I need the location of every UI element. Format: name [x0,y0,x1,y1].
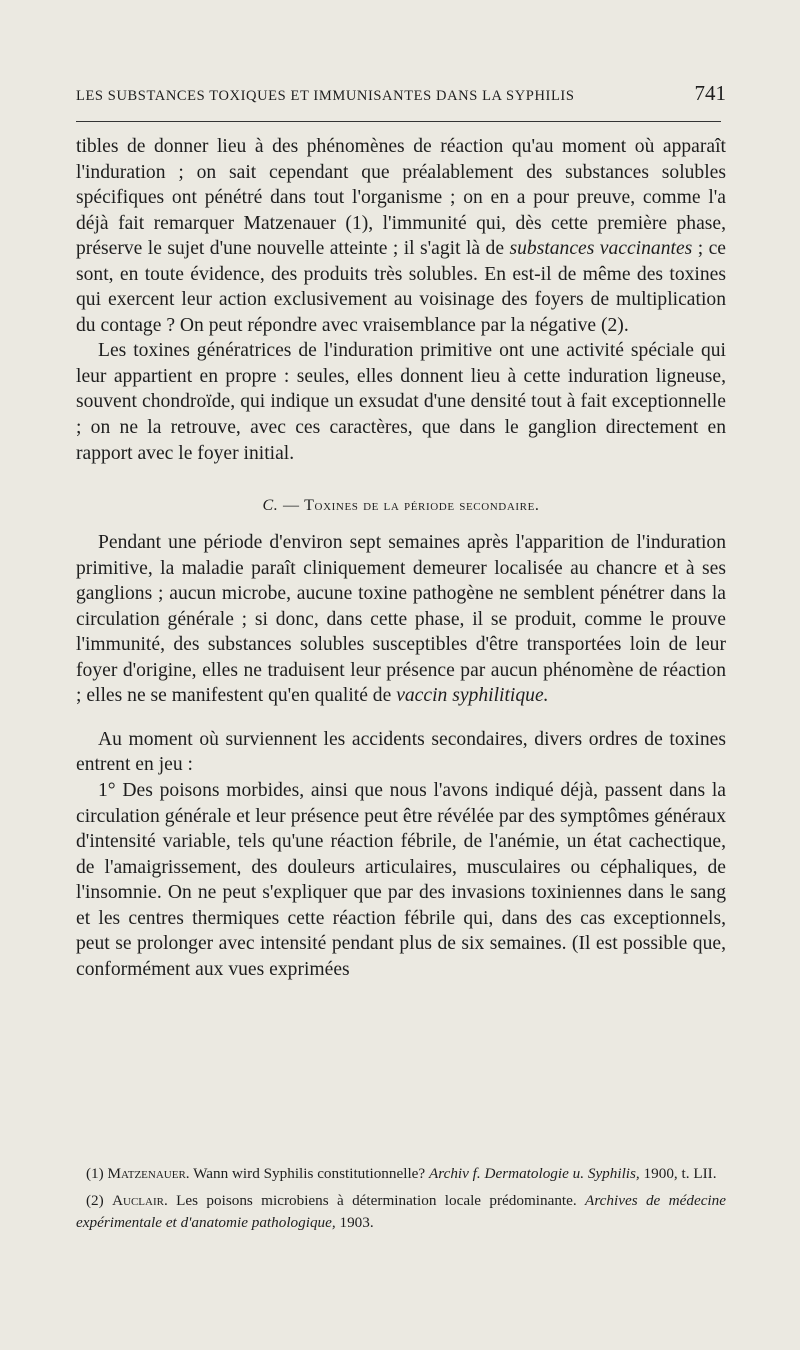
section-heading: C. — Toxines de la période secondaire. [262,497,540,515]
running-title: LES SUBSTANCES TOXIQUES ET IMMUNISANTES DANS LA SYPHILIS [76,88,575,104]
paragraph-2: Les toxines génératrices de l'induration primitive ont une activité spéciale qui leur appartient en propre : seules, elles donnent lieu à cette induration ligneuse, souvent chondroïde, qui indique un exsudat d'une densité tout à fait exceptionnelle ; on ne la retrouve, avec ces caractères, que dans le ganglion directement en rapport avec le foyer initial. [76,340,726,464]
main-text [76,134,726,982]
footnote-2: (2) Auclair. Les poisons microbiens à détermination locale prédominante. Archives de médecine expérimentale et d'anatomie pathologique, 1903. [76,1191,726,1231]
running-head [76,80,726,110]
paragraph-5: 1° Des poisons morbides, ainsi que nous l'avons indiqué déjà, passent dans la circulation générale et leur présence peut être révélée par des symptômes généraux d'intensité variable, tels qu'une réaction fébrile, de l'anémie, un état cachectique, de l'amaigrissement, des douleurs articulaires, musculaires ou céphaliques, de l'insomnie. On ne peut s'expliquer que par des invasions toxiniennes dans le sang et les centres thermiques cette réaction fébrile qui, dans des cas exceptionnels, peut se prolonger avec intensité pendant plus de six semaines. (Il est possible que, conformément aux vues exprimées [76,780,726,980]
emphasis-vaccin-syphilitique: vaccin syphilitique. [396,685,549,707]
footnotes [76,1163,726,1239]
paragraph-3: Pendant une période d'environ sept semaines après l'apparition de l'induration primitive, la maladie paraît cliniquement demeurer localisée au chancre et à ses ganglions ; aucun microbe, aucune toxine pathogène ne semblent pénétrer dans la circulation générale ; si donc, dans cette phase, il se produit, comme le prouve l'immunité, des substances solubles susceptibles d'être transportées loin de leur foyer d'origine, elles ne traduisent leur présence par aucun phénomène de réaction ; elles ne se manifestent qu'en qualité de vaccin syphilitique. [76,532,726,707]
footnote-1: (1) Matzenauer. Wann wird Syphilis constitutionnelle? Archiv f. Dermatologie u. Syphilis, 1900, t. LII. [86,1165,717,1182]
header-rule [76,121,721,122]
paragraph-4: Au moment où surviennent les accidents secondaires, divers ordres de toxines entrent en jeu : [76,728,726,776]
footnote-author: Matzenauer. [107,1165,190,1182]
page-number: 741 [694,81,726,105]
footnote-author: Auclair. [112,1191,168,1209]
emphasis-substances-vaccinantes: substances vaccinantes [509,238,693,260]
paragraph-1: tibles de donner lieu à des phénomènes de réaction qu'au moment où apparaît l'induration ; on sait cependant que préalablement des substances solubles spécifiques ont pénétré dans tout l'organisme ; on en a pour preuve, comme l'a déjà fait remarquer Matzenauer (1), l'immunité qui, dès cette première phase, préserve le sujet d'une nouvelle atteinte ; il s'agit là de substances vaccinantes ; ce sont, en toute évidence, des produits très solubles. En est-il de même des toxines qui exercent leur action exclusivement au voisinage des foyers de multiplication du contage ? On peut répondre avec vraisemblance par la négative (2). [76,136,726,336]
section-title: Toxines de la période secondaire. [304,497,540,515]
